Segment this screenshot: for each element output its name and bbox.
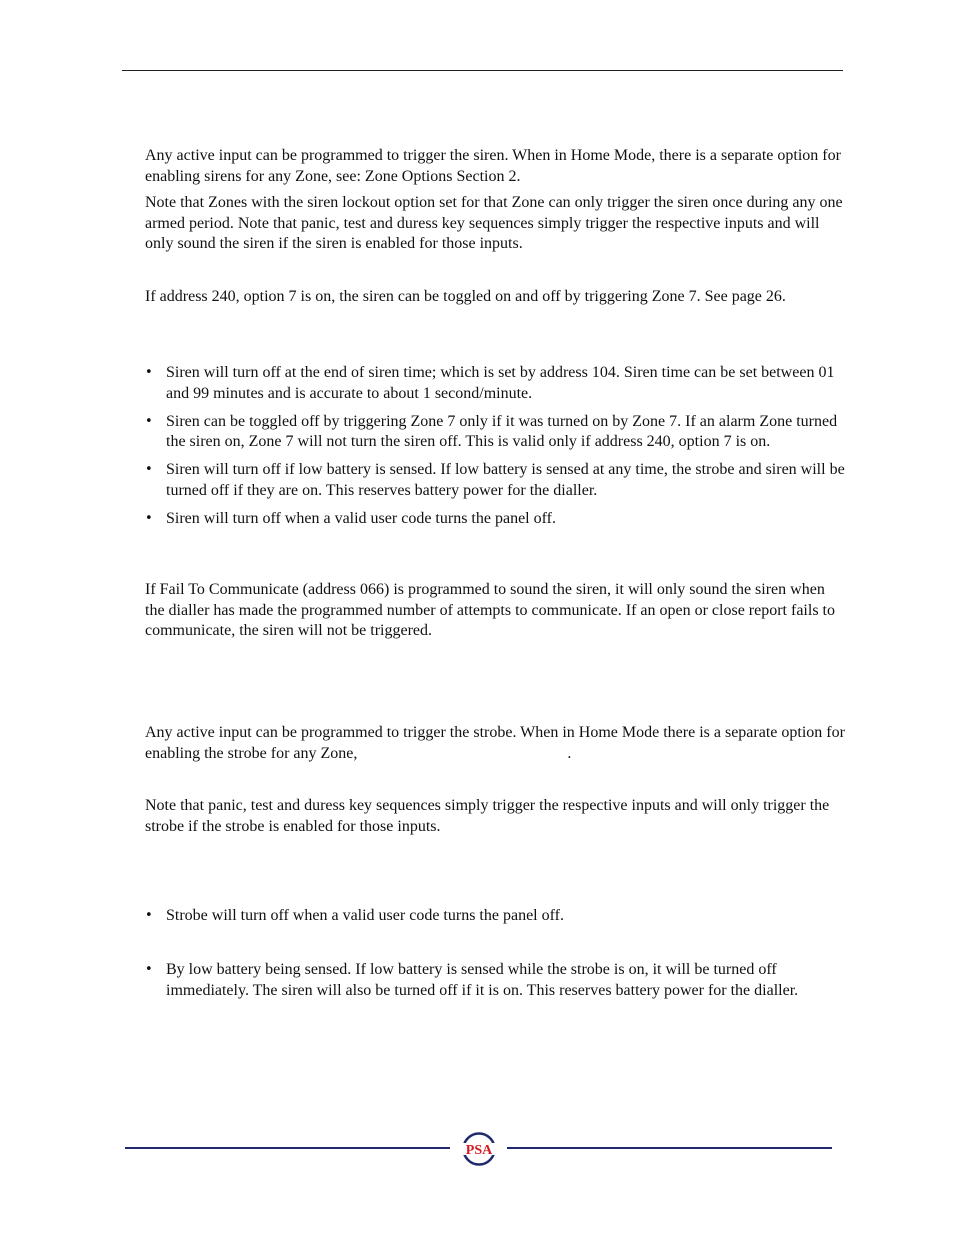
list-item: • By low battery being sensed. If low battery is sensed while the strobe is on, it will be turned off immediately. The siren will also be turned off if it is on. This reserves battery power for the dialler. bbox=[145, 960, 845, 1001]
strobe-intro-paragraph bbox=[145, 723, 845, 764]
list-item: • Siren will turn off at the end of siren time; which is set by address 104. Siren time can be set between 01 and 99 minutes and is accurate to about 1 second/minute. bbox=[145, 363, 845, 404]
siren-intro-paragraph: Any active input can be programmed to trigger the siren. When in Home Mode, there is a separate option for enabling sirens for any Zone, see: Zone Options Section 2. bbox=[145, 147, 841, 185]
strobe-intro-text: Any active input can be programmed to trigger the strobe. When in Home Mode there is a separate option for enabling the strobe for any Zone, bbox=[145, 724, 845, 762]
footer-rule-right bbox=[507, 1147, 832, 1149]
header-rule bbox=[122, 70, 843, 71]
strobe-intro-period: . bbox=[567, 744, 572, 762]
siren-toggle-paragraph: If address 240, option 7 is on, the siren can be toggled on and off by triggering Zone 7. See page 26. bbox=[145, 288, 786, 305]
siren-off-list bbox=[145, 363, 845, 537]
siren-lockout-paragraph: Note that Zones with the siren lockout option set for that Zone can only trigger the siren once during any one armed period. Note that panic, test and duress key sequences simply trigger the respective inputs and will only sound the siren if the siren is enabled for those inputs. bbox=[145, 194, 843, 252]
strobe-off-list-2 bbox=[145, 960, 845, 1009]
strobe-off-list-1 bbox=[145, 906, 845, 934]
list-item: • Strobe will turn off when a valid user code turns the panel off. bbox=[145, 906, 845, 927]
list-item: • Siren can be toggled off by triggering Zone 7 only if it was turned on by Zone 7. If an alarm Zone turned the siren on, Zone 7 will not turn the siren off. This is valid only if address 240, option 7 is on. bbox=[145, 412, 845, 453]
list-item: • Siren will turn off if low battery is sensed. If low battery is sensed at any time, the strobe and siren will be turned off if they are on. This reserves battery power for the dialler. bbox=[145, 460, 845, 501]
list-item: • Siren will turn off when a valid user code turns the panel off. bbox=[145, 509, 845, 530]
footer-rule-left bbox=[125, 1147, 450, 1149]
fail-to-communicate-paragraph: If Fail To Communicate (address 066) is programmed to sound the siren, it will only sound the siren when the dialler has made the programmed number of attempts to communicate. If an open or close report fails to communicate, the siren will not be triggered. bbox=[145, 581, 835, 639]
psa-logo-icon bbox=[458, 1132, 500, 1166]
strobe-panic-paragraph: Note that panic, test and duress key sequences simply trigger the respective inputs and will only trigger the strobe if the strobe is enabled for those inputs. bbox=[145, 797, 830, 835]
logo-text: PSA bbox=[465, 1143, 493, 1158]
